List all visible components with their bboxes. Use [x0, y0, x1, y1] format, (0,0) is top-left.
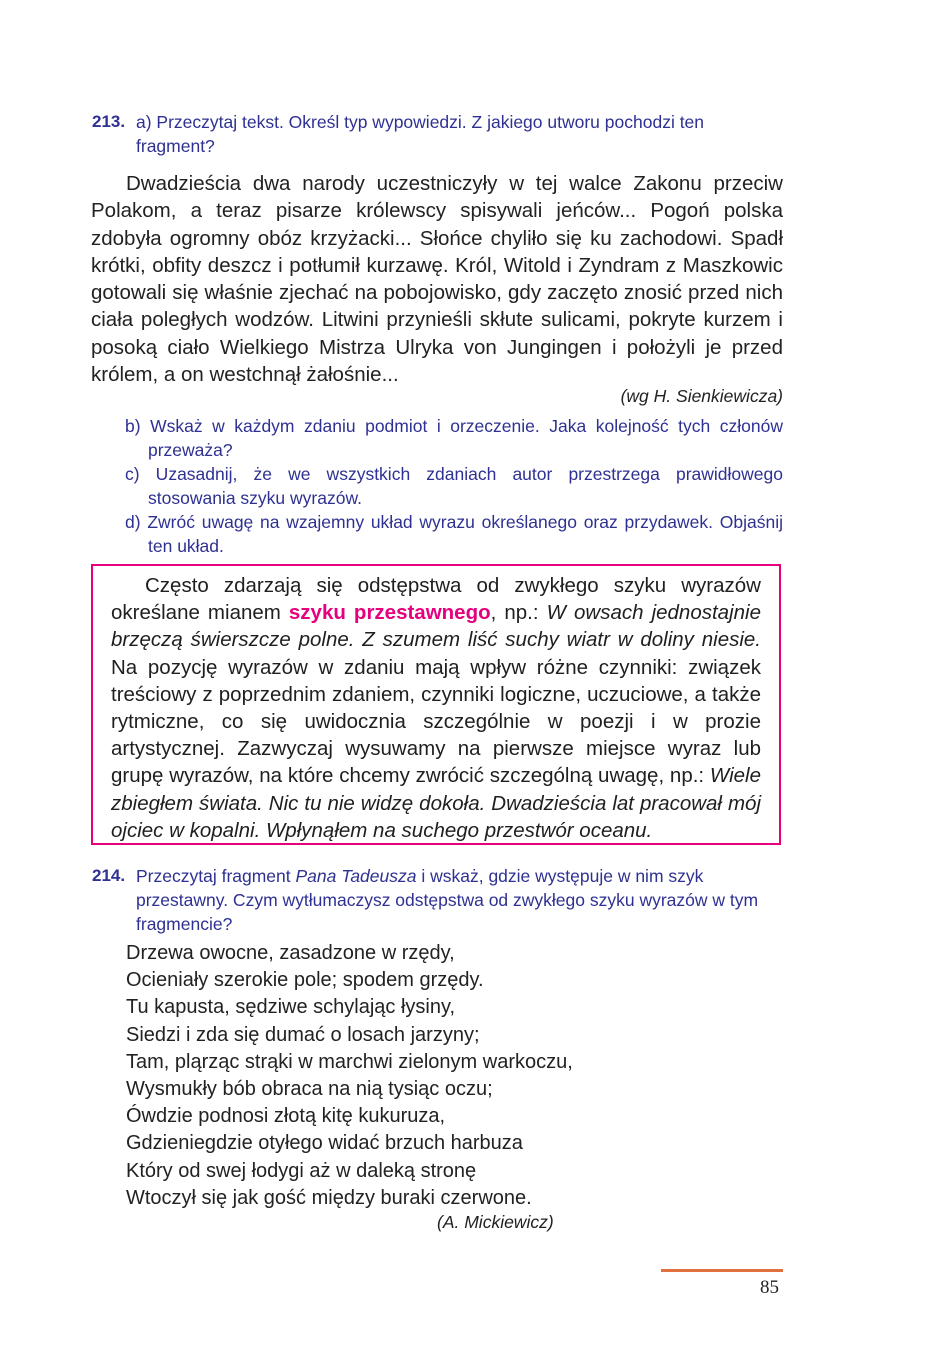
rule-intro: Często zdarzają się odstępstwa od zwykłego szyku wyrazów określane mianem — [111, 574, 761, 625]
exercise-213 — [92, 110, 782, 158]
task-c: c) Uzasadnij, że we wszystkich zdaniach autor przestrzega prawidłowego stosowania szyku wyrazów. — [125, 464, 783, 508]
task-a: a) Przeczytaj tekst. Określ typ wypowiedzi. Z jakiego utworu pochodzi ten fragment? — [136, 112, 705, 156]
rule-np: , np.: — [490, 601, 547, 625]
poem-line: Drzewa owocne, zasadzone w rzędy, — [126, 942, 455, 964]
work-title: Pana Tadeusza — [295, 866, 417, 886]
poem-line: Siedzi i zda się dumać o losach jarzyny; — [126, 1023, 480, 1046]
footer-rule — [661, 1269, 783, 1272]
exercise-number: 214. — [92, 866, 126, 885]
poem-source: (A. Mickiewicz) — [437, 1212, 554, 1232]
exercise-214 — [92, 864, 782, 936]
rule-example-2: Wiele zbiegłem świata. Nic tu nie widzę dokoła. Dwadzieścia lat pracował mój ojciec w kopalni. Wpłynąłem na suchego przestwór oceanu. — [111, 764, 761, 842]
poem-line: Tu kapusta, sędziwe schylając łysiny, — [126, 996, 456, 1019]
passage-source: (wg H. Sienkiewicza) — [620, 386, 783, 406]
subtasks — [125, 414, 783, 558]
rule-explanation: Na pozycję wyrazów w zdaniu mają wpływ różne czynniki: związek treściowy z poprzednim zdaniem, czynniki logiczne, uczuciowe, a także rytmiczne, co się uwidocznia szczególnie w poezji i w prozie artystycznej. Zazwyczaj wysuwamy na pierwsze miejsce wyraz lub grupę wyrazów, na które chcemy zwrócić szczególną uwagę, np.: — [111, 655, 761, 788]
rule-example-1: W owsach jednostajnie brzęczą świerszcze polne. Z szumem liść suchy wiatr w doliny niesie. — [111, 601, 761, 652]
rule-text — [111, 572, 761, 844]
poem — [126, 940, 573, 1212]
task-d: d) Zwróć uwagę na wzajemny układ wyrazu określanego oraz przydawek. Objaśnij ten układ. — [125, 512, 783, 556]
poem-line: Tam, pląrząc strąki w marchwi zielonym warkoczu, — [126, 1050, 573, 1073]
poem-line: Który od swej łodygi aż w daleką stronę — [126, 1159, 477, 1182]
passage-text: Dwadzieścia dwa narody uczestniczyły w tej walce Zakonu przeciw Polakom, a teraz pisarze królewscy spisywali jeńców... Pogoń polska zdobyła ogromny obóz krzyżacki... Słońce chyliło się ku zachodowi. Spadł krótki, obfity deszcz i potłumił kurzawę. Król, Witold i Zyndram z Maszkowic gotowali się właśnie zjechać na pobojowisko, gdy zaczęto znosić przed nich ciała poległych wodzów. Litwini przynieśli skłute sulicami, pokryte kurzem i posoką ciało Wielkiego Mistrza Ulryka von Jungingen i położyli je przed królem, a on westchnął żałośnie... — [91, 172, 783, 387]
term-highlight: szyku przestawnego — [288, 601, 491, 625]
poem-line: Ówdzie podnosi złotą kitę kukuruza, — [126, 1105, 446, 1128]
page-number: 85 — [760, 1277, 779, 1298]
poem-line: Ocieniały szerokie pole; spodem grzędy. — [126, 969, 484, 992]
poem-line: Wtoczył się jak gość między buraki czerwone. — [126, 1186, 532, 1209]
task-214 — [136, 864, 782, 936]
rule-box — [91, 564, 781, 845]
poem-line: Wysmukły bób obraca na nią tysiąc oczu; — [126, 1078, 493, 1101]
task-b: b) Wskaż w każdym zdaniu podmiot i orzeczenie. Jaka kolejność tych członów przeważa? — [125, 416, 783, 460]
prose-passage — [91, 170, 783, 388]
task-214-end: i wskaż, gdzie występuje w nim szyk przestawny. Czym wytłumaczysz odstępstwa od zwykłego szyku wyrazów w tym fragmencie? — [136, 866, 759, 934]
task-214-start: Przeczytaj fragment — [136, 866, 296, 886]
exercise-number: 213. — [92, 112, 126, 131]
poem-line: Gdzieniegdzie otyłego widać brzuch harbuza — [126, 1132, 523, 1155]
